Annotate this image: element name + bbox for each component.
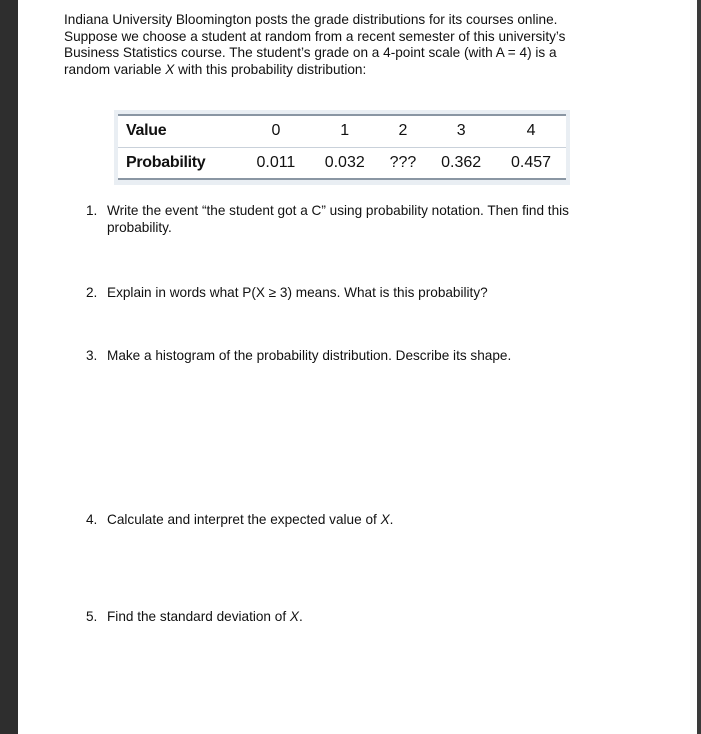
- left-margin-bar: [0, 0, 18, 734]
- probability-row-header: Probability: [118, 147, 242, 179]
- intro-line-4-pre: random variable: [64, 61, 166, 77]
- question-5-period: .: [298, 609, 303, 624]
- question-5-variable: X: [289, 609, 299, 624]
- probability-cell: ???: [380, 147, 427, 179]
- question-2: [86, 285, 616, 302]
- question-text: Make a histogram of the probability distribution. Describe its shape.: [107, 348, 512, 363]
- value-cell: 3: [426, 115, 496, 147]
- question-text: [86, 203, 616, 236]
- question-number: 2.: [86, 285, 98, 300]
- value-row: [118, 115, 566, 147]
- value-cell: 2: [380, 115, 427, 147]
- question-4: [86, 512, 616, 529]
- distribution-table-frame: [114, 110, 570, 185]
- value-cell: 1: [310, 115, 380, 147]
- intro-line-1: Indiana University Bloomington posts the grade distributions for its courses online.: [64, 12, 558, 27]
- probability-cell: 0.032: [310, 147, 380, 179]
- probability-row: [118, 147, 566, 179]
- document-page: [18, 0, 697, 734]
- value-cell: 0: [242, 115, 310, 147]
- question-5-text: Find the standard deviation of: [107, 609, 290, 624]
- intro-paragraph: [64, 12, 604, 78]
- probability-distribution-table: [118, 114, 566, 180]
- question-4-text: Calculate and interpret the expected value of: [107, 512, 381, 527]
- intro-line-4-post: with this probability distribution:: [174, 61, 367, 77]
- question-1-line-1: Write the event “the student got a C” using probability notation. Then find this: [107, 203, 569, 218]
- question-1: [86, 203, 616, 236]
- question-5: [86, 609, 616, 626]
- value-cell: 4: [496, 115, 566, 147]
- question-number: 4.: [86, 512, 98, 527]
- question-text: [86, 609, 616, 626]
- intro-line-2: Suppose we choose a student at random from a recent semester of this university’s: [64, 28, 566, 44]
- question-text: [86, 512, 616, 529]
- question-4-period: .: [389, 512, 394, 527]
- right-margin-bar: [697, 0, 701, 734]
- probability-cell: 0.457: [496, 147, 566, 179]
- probability-cell: 0.362: [426, 147, 496, 179]
- question-4-variable: X: [380, 512, 390, 527]
- question-text: Explain in words what P(X ≥ 3) means. What is this probability?: [107, 285, 488, 300]
- question-1-line-2: probability.: [107, 219, 172, 235]
- intro-line-3: Business Statistics course. The student’s grade on a 4-point scale (with A = 4) is a: [64, 45, 557, 60]
- value-row-header: Value: [118, 115, 242, 147]
- question-3: [86, 348, 616, 365]
- question-number: 1.: [86, 203, 98, 218]
- intro-variable-x: X: [165, 61, 175, 77]
- probability-cell: 0.011: [242, 147, 310, 179]
- question-number: 5.: [86, 609, 98, 624]
- question-number: 3.: [86, 348, 98, 363]
